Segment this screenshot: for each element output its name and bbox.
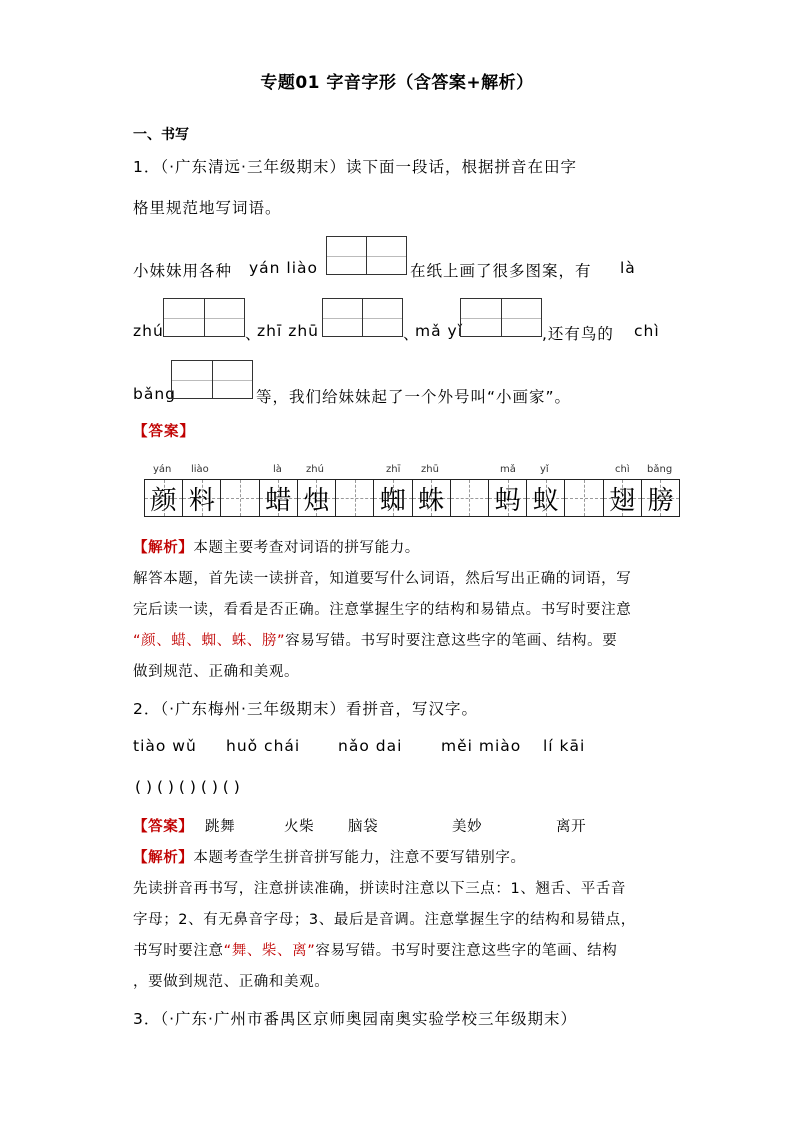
answer-cell: 蜡 xyxy=(260,480,298,516)
write-grid-5[interactable] xyxy=(171,360,253,399)
answer-pinyin: chì xyxy=(615,464,630,475)
answer-cell xyxy=(451,480,489,516)
q2-pinyin: tiào wǔ xyxy=(133,737,197,755)
write-grid-2[interactable] xyxy=(163,298,245,337)
answer-cell: 颜 xyxy=(145,480,183,516)
highlight-chars: “舞、柴、离” xyxy=(223,943,316,959)
q1-sep1: 、 xyxy=(245,325,262,343)
answer-cell xyxy=(221,480,259,516)
section-heading: 一、书写 xyxy=(133,127,189,143)
q1-pinyin-yanliao: yán liào xyxy=(249,259,319,277)
q1-analysis-line5: 做到规范、正确和美观。 xyxy=(133,664,300,680)
q1-analysis-line1: 【解析】本题主要考查对词语的拼写能力。 xyxy=(133,540,420,556)
answer-cell: 蚂 xyxy=(489,480,527,516)
answer-cell: 烛 xyxy=(298,480,336,516)
answer-pinyin: yǐ xyxy=(540,464,549,475)
q1-analysis-line3: 完后读一读，看看是否正确。注意掌握生字的结构和易错点。书写时要注意 xyxy=(133,602,632,618)
answer-cell: 翅 xyxy=(604,480,642,516)
q1-line2: 格里规范地写词语。 xyxy=(133,199,282,217)
q2-pinyin: lí kāi xyxy=(543,737,586,755)
q1-analysis-line4: “颜、蜡、蜘、蛛、膀”容易写错。书写时要注意这些字的笔画、结构。要 xyxy=(133,633,618,649)
q2-analysis-label: 【解析】 xyxy=(133,850,194,866)
q2-answer: 脑袋 xyxy=(348,819,379,835)
answer-grid xyxy=(144,479,680,517)
answer-pinyin: bǎng xyxy=(647,464,673,475)
answer-pinyin: zhú xyxy=(306,464,324,475)
q1-line3-text-b: 在纸上画了很多图案，有 xyxy=(410,262,592,280)
q2-analysis-line5: ，要做到规范、正确和美观。 xyxy=(133,974,330,990)
answer-cell: 蜘 xyxy=(374,480,412,516)
answer-pinyin: yán xyxy=(153,464,172,475)
q2-analysis-line2: 先读拼音再书写，注意拼读准确，拼读时注意以下三点：1、翘舌、平舌音 xyxy=(133,881,627,897)
q2-pinyin: huǒ chái xyxy=(226,737,301,755)
answer-cell: 膀 xyxy=(642,480,679,516)
q2-analysis-line3: 字母；2、有无鼻音字母；3、最后是音调。注意掌握生字的结构和易错点， xyxy=(133,912,636,928)
q1-pinyin-bang: bǎng xyxy=(133,385,176,403)
q2-answer: 离开 xyxy=(556,819,587,835)
write-grid-4[interactable] xyxy=(460,298,542,337)
write-grid-1[interactable] xyxy=(326,236,407,275)
q2-answer: 跳舞 xyxy=(205,819,236,835)
q2-analysis-line1: 【解析】本题考查学生拼音拼写能力，注意不要写错别字。 xyxy=(133,850,526,866)
answer-cell: 料 xyxy=(183,480,221,516)
q2-pinyin: nǎo dai xyxy=(338,737,403,755)
q1-pinyin-zhizhu: zhī zhū xyxy=(257,322,319,340)
q1-line5-text: 等，我们给妹妹起了一个外号叫“小画家”。 xyxy=(256,388,572,406)
answer-cell: 蚁 xyxy=(527,480,565,516)
answer-cell xyxy=(565,480,603,516)
q1-line1: 1．（·广东清远·三年级期末）读下面一段话，根据拼音在田字 xyxy=(133,158,577,176)
answer-pinyin: là xyxy=(273,464,282,475)
answer-cell: 蛛 xyxy=(413,480,451,516)
q2-pinyin: měi miào xyxy=(441,737,522,755)
q2-line1: 2．（·广东梅州·三年级期末）看拼音，写汉字。 xyxy=(133,700,478,718)
q2-answer-line xyxy=(133,815,193,836)
q2-answer-label: 【答案】 xyxy=(133,819,194,835)
answer-pinyin: liào xyxy=(191,464,209,475)
q1-analysis-line2: 解答本题，首先读一读拼音，知道要写什么词语，然后写出正确的词语，写 xyxy=(133,571,632,587)
q2-answer: 美妙 xyxy=(452,819,483,835)
answer-pinyin: zhū xyxy=(421,464,439,475)
q1-analysis-label: 【解析】 xyxy=(133,540,194,556)
q1-pinyin-zhu: zhú xyxy=(133,322,164,340)
q1-line4-text: ,还有鸟的 xyxy=(542,325,614,343)
answer-pinyin: mǎ xyxy=(500,464,516,475)
highlight-chars: “颜、蜡、蜘、蛛、膀” xyxy=(133,633,286,649)
q1-pinyin-chi: chì xyxy=(634,322,660,340)
q3-line1: 3．（·广东·广州市番禺区京师奥园南奥实验学校三年级期末） xyxy=(133,1010,577,1028)
q1-pinyin-la: là xyxy=(620,259,636,277)
page-title: 专题01 字音字形（含答案+解析） xyxy=(260,73,534,93)
q2-analysis-line4: 书写时要注意“舞、柴、离”容易写错。书写时要注意这些字的笔画、结构 xyxy=(133,943,618,959)
q1-sep2: 、 xyxy=(403,325,420,343)
q2-answer: 火柴 xyxy=(284,819,315,835)
q1-pinyin-mayi: mǎ yǐ xyxy=(415,322,464,340)
q1-answer-label: 【答案】 xyxy=(133,424,195,440)
q1-line3-text: 小妹妹用各种 xyxy=(133,262,233,280)
answer-pinyin: zhī xyxy=(386,464,401,475)
write-grid-3[interactable] xyxy=(322,298,403,337)
q2-blanks[interactable]: ( ) ( ) ( ) ( ) ( ) xyxy=(135,778,240,796)
answer-cell xyxy=(336,480,374,516)
